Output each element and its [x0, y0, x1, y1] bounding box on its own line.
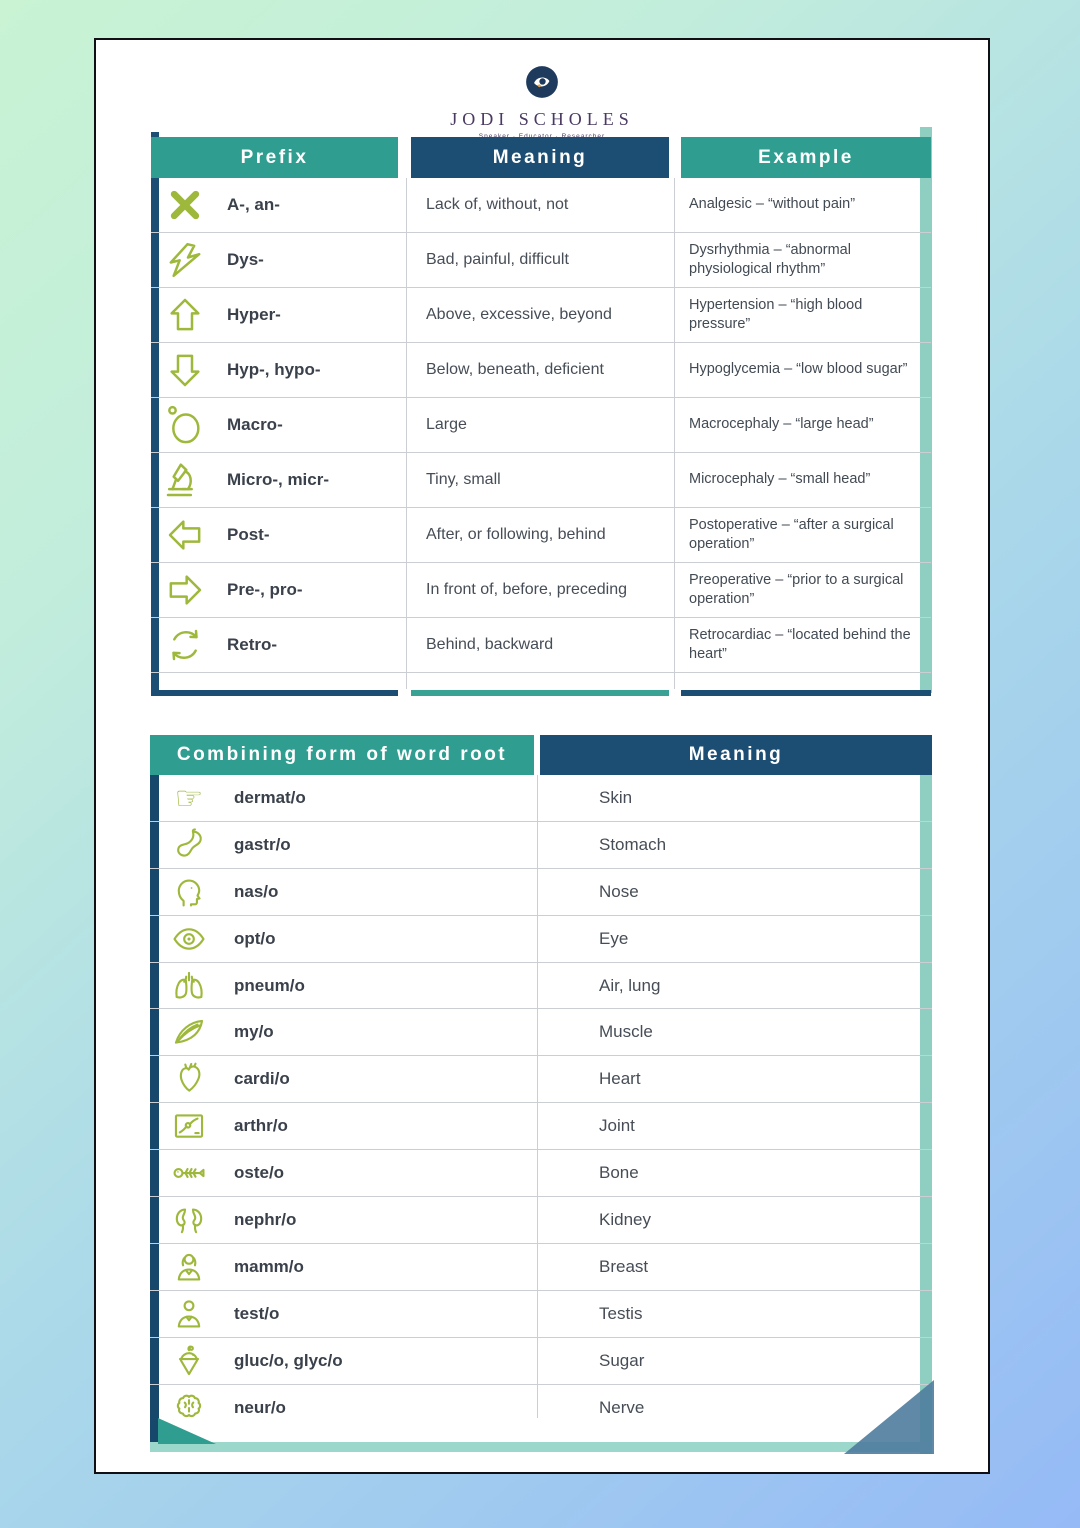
root-text: pneum/o — [234, 975, 305, 995]
example-cell: Retrocardiac – “located behind the heart” — [689, 626, 911, 662]
example-cell: Dysrhythmia – “abnormal physiological rhythm” — [689, 241, 851, 277]
root-text: opt/o — [234, 928, 276, 948]
example-cell: Preoperative – “prior to a surgical operation” — [689, 571, 904, 607]
ice-cream-icon — [172, 1344, 206, 1378]
table-row — [150, 1338, 932, 1385]
root-table-bottom-bar — [150, 1442, 932, 1452]
prefix-table-body — [151, 178, 931, 673]
prefix-text: Dys- — [227, 250, 264, 269]
content-card — [94, 38, 990, 1474]
logo-name: JODI SCHOLES — [450, 109, 634, 129]
prefix-table-bottom-bar-navy — [681, 690, 931, 696]
meaning-cell: Eye — [599, 928, 629, 948]
meaning-cell: Sugar — [599, 1350, 645, 1370]
head-profile-icon — [172, 875, 206, 909]
lungs-icon — [172, 969, 206, 1003]
example-cell: Hypoglycemia – “low blood sugar” — [689, 361, 908, 378]
prefix-table-header-example: Example — [681, 137, 931, 178]
muscle-icon — [172, 1015, 206, 1049]
meaning-cell: Bone — [599, 1163, 639, 1183]
prefix-text: Pre-, pro- — [227, 580, 303, 599]
meaning-cell: Nose — [599, 881, 639, 901]
woman-icon — [172, 1250, 206, 1284]
root-cell — [150, 969, 537, 1003]
eye-icon — [172, 922, 206, 956]
root-text: dermat/o — [234, 787, 306, 807]
joint-xray-icon — [172, 1109, 206, 1143]
example-cell: Macrocephaly – “large head” — [689, 416, 874, 433]
prefix-text: Retro- — [227, 635, 278, 654]
large-circle-icon — [165, 405, 205, 445]
table-row — [150, 1150, 932, 1197]
example-cell: Microcephaly – “small head” — [689, 471, 871, 488]
meaning-cell: Kidney — [599, 1209, 651, 1229]
prefix-cell — [151, 240, 406, 280]
meaning-cell: Bad, painful, difficult — [426, 251, 569, 268]
lightning-icon — [165, 240, 205, 280]
table-row — [150, 1291, 932, 1338]
table-row — [151, 618, 931, 673]
root-cell — [150, 922, 537, 956]
meaning-cell: Lack of, without, not — [426, 196, 569, 213]
meaning-cell: Breast — [599, 1256, 649, 1276]
root-text: my/o — [234, 1022, 274, 1042]
prefix-table-bottom-bar-navy — [151, 690, 398, 696]
meaning-cell: Below, beneath, deficient — [426, 361, 604, 378]
prefix-text: Micro-, micr- — [227, 470, 330, 489]
meaning-cell: Heart — [599, 1069, 641, 1089]
root-text: oste/o — [234, 1163, 285, 1183]
prefix-text: Post- — [227, 525, 270, 544]
table-row — [150, 775, 932, 822]
root-text: arthr/o — [234, 1116, 288, 1136]
table-row — [151, 288, 931, 343]
column-divider — [674, 178, 675, 689]
table-row — [151, 343, 931, 398]
prefix-cell — [151, 570, 406, 610]
root-text: nas/o — [234, 881, 279, 901]
arrow-up-icon — [165, 295, 205, 335]
prefix-text: Macro- — [227, 415, 283, 434]
prefix-cell — [151, 625, 406, 665]
prefix-cell — [151, 515, 406, 555]
brain-icon — [172, 1391, 206, 1425]
microscope-icon — [165, 460, 205, 500]
example-cell: Hypertension – “high blood pressure” — [689, 296, 863, 332]
meaning-cell: Testis — [599, 1303, 643, 1323]
table-row — [150, 1103, 932, 1150]
root-text: nephr/o — [234, 1209, 297, 1229]
meaning-cell: Behind, backward — [426, 636, 554, 653]
arrow-down-icon — [165, 350, 205, 390]
table-row — [150, 1009, 932, 1056]
root-cell — [150, 781, 537, 815]
root-text: neur/o — [234, 1397, 286, 1417]
root-text: gluc/o, glyc/o — [234, 1350, 343, 1370]
root-text: test/o — [234, 1303, 280, 1323]
prefix-text: Hyper- — [227, 305, 281, 324]
root-cell — [150, 1109, 537, 1143]
prefix-text: A-, an- — [227, 195, 280, 214]
kidneys-icon — [172, 1203, 206, 1237]
prefix-cell — [151, 185, 406, 225]
circular-arrows-icon — [165, 625, 205, 665]
meaning-cell: Skin — [599, 787, 633, 807]
logo — [96, 64, 988, 140]
prefix-cell — [151, 350, 406, 390]
arrow-right-icon — [165, 570, 205, 610]
table-row — [151, 563, 931, 618]
fishbone-icon — [172, 1156, 206, 1190]
prefix-table-header-prefix: Prefix — [151, 137, 398, 178]
meaning-cell: In front of, before, preceding — [426, 581, 628, 598]
root-table-header-combining-form: Combining form of word root — [150, 735, 534, 775]
root-table-header-meaning: Meaning — [540, 735, 932, 775]
prefix-table-header-meaning: Meaning — [411, 137, 669, 178]
heart-icon — [172, 1062, 206, 1096]
meaning-cell: Nerve — [599, 1397, 645, 1417]
meaning-cell: Tiny, small — [426, 471, 501, 488]
root-cell — [150, 1156, 537, 1190]
root-text: cardi/o — [234, 1069, 290, 1089]
table-row — [150, 822, 932, 869]
root-cell — [150, 1391, 537, 1425]
cross-icon — [165, 185, 205, 225]
meaning-cell: Large — [426, 416, 467, 433]
stomach-icon — [172, 828, 206, 862]
root-cell — [150, 828, 537, 862]
table-row — [150, 916, 932, 963]
prefix-cell — [151, 295, 406, 335]
meaning-cell: Stomach — [599, 834, 667, 854]
table-row — [151, 508, 931, 563]
prefix-cell — [151, 460, 406, 500]
root-cell — [150, 1062, 537, 1096]
table-row — [151, 453, 931, 508]
table-row — [150, 963, 932, 1010]
table-row — [150, 869, 932, 916]
column-divider — [537, 775, 538, 1418]
root-text: gastr/o — [234, 834, 291, 854]
root-cell — [150, 875, 537, 909]
table-row — [151, 398, 931, 453]
root-cell — [150, 1344, 537, 1378]
meaning-cell: Joint — [599, 1116, 635, 1136]
meaning-cell: After, or following, behind — [426, 526, 606, 543]
table-row — [150, 1385, 932, 1431]
root-cell — [150, 1297, 537, 1331]
root-table-body — [150, 775, 932, 1430]
root-cell — [150, 1250, 537, 1284]
meaning-cell: Air, lung — [599, 975, 661, 995]
prefix-cell — [151, 405, 406, 445]
root-cell — [150, 1203, 537, 1237]
column-divider — [406, 178, 407, 689]
root-cell — [150, 1015, 537, 1049]
table-row — [150, 1197, 932, 1244]
root-text: mamm/o — [234, 1256, 304, 1276]
logo-eye-icon — [524, 64, 560, 100]
prefix-text: Hyp-, hypo- — [227, 360, 321, 379]
meaning-cell: Above, excessive, beyond — [426, 306, 612, 323]
person-icon — [172, 1297, 206, 1331]
example-cell: Postoperative – “after a surgical operation” — [689, 516, 894, 552]
example-cell: Analgesic – “without pain” — [689, 196, 856, 213]
arrow-left-icon — [165, 515, 205, 555]
table-row — [151, 178, 931, 233]
table-row — [150, 1056, 932, 1103]
table-row — [150, 1244, 932, 1291]
pointing-hand-icon: ☞ — [174, 779, 204, 816]
meaning-cell: Muscle — [599, 1022, 653, 1042]
table-row — [151, 233, 931, 288]
prefix-table-bottom-bar-teal — [411, 690, 669, 696]
